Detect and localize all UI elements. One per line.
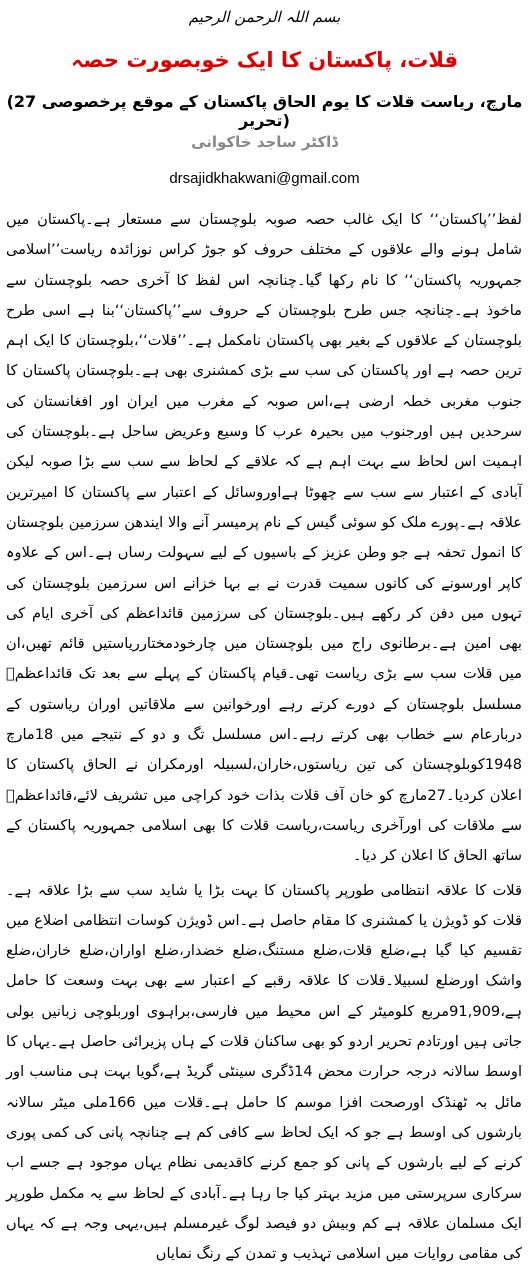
article-paragraph-2: قلات کا علاقہ انتظامی طورپر پاکستان کا بہت بڑا یا شاید سب سے بڑا علاقہ ہے۔قلات کو ڈویژن یا کمشنری کا مقام حاصل ہے۔اس ڈویژن کوسات انتظامی اضلاع میں تقسیم کیا گیا ہے،ضلع قلات،ضلع مستنگ،ضلع خضدار،ضلع اواران،ضلع خاران،ضلع واشک اورضلع لسبیلا۔قلات کا علاقہ رقبے کے اعتبار سے بھی بہت وسعت کا حامل ہے،91,909مربع کلومیٹر کے اس محیط میں فارسی،براہوی اوربلوچی زبانیں بولی جاتی ہیں اورتادم تحریر اردو کو بھی ساکنان قلات کے ہاں پزیرائی حاصل ہے۔یہاں کا اوسط سالانہ درجہ حرارت محض 14ڈگری سینٹی گریڈ ہے،گویا بہت ہی مناسب اور مائل بہ ٹھنڈک اورصحت افزا موسم کا حامل ہے۔قلات میں 166ملی میٹر سالانہ بارشوں کی اوسط ہے جو کہ ایک لحاظ سے کافی کم ہے چنانچہ پانی کی کمی پوری کرنے کے لیے بارشوں کے پانی کو جمع کرنے کاقدیمی نظام یہاں موجود ہے جسے اب سرکاری سرپرستی میں مزید بہتر کیا جا رہا ہے۔آبادی کے لحاظ سے یہ مکمل طورپر ایک مسلمان علاقہ ہے کم وبیش دو فیصد لوگ غیرمسلم ہیں،یہی وجہ ہے کہ یہاں کی مقامی روایات میں اسلامی تہذیب و تمدن کے رنگ نمایاں bbox=[6, 881, 522, 1263]
author-email: drsajidkhakwani@gmail.com bbox=[169, 170, 360, 187]
author-name: ڈاکٹر ساجد خاکوانی bbox=[191, 133, 338, 151]
article-title: قلات، پاکستان کا ایک خوبصورت حصہ bbox=[70, 48, 459, 72]
article-body bbox=[6, 205, 522, 1273]
article-subtitle: (27 مارچ، ریاست قلات کا یوم الحاق پاکستان کے موقع پرخصوصی تحریر) bbox=[6, 92, 523, 130]
bismillah-heading: بسم اللہ الرحمن الرحیم bbox=[188, 8, 341, 26]
article-paragraph-1: لفظ’’پاکستان‘‘ کا ایک غالب حصہ صوبہ بلوچستان سے مستعار ہے۔پاکستان میں شامل ہونے والے علاقوں کے مختلف حروف کو جوڑ کراس نوزائدہ ریاست’’اسلامی جمہوریہ پاکستان‘‘ کا نام رکھا گیا۔چنانچہ اس لفظ کا آخری حصہ بلوچستان سے ماخوذ ہے۔چنانچہ جس طرح بلوچستان کے حروف سے’’پاکستان‘‘بنا ہے اسی طرح بلوچستان کے علاقوں کے بغیر بھی پاکستان نامکمل ہے۔’’قلات‘‘،بلوچستان کا ایک اہم ترین حصہ ہے اور پاکستان کی سب سے بڑی کمشنری بھی ہے۔بلوچستان پاکستان کا جنوب مغربی خطہ ارضی ہے،اس صوبہ کے مغرب میں ایران اور افغانستان کی سرحدیں ہیں اورجنوب میں بحیرہ عرب کا وسیع وعریض ساحل ہے۔بلوچستان کی اہمیت اس لحاظ سے بہت اہم ہے کہ علاقے کے لحاظ سے سب سے بڑا صوبہ لیکن آبادی کے اعتبار سے سب سے چھوٹا ہےاوروسائل کے اعتبار سے پاکستان کا امیرترین علاقہ ہے۔پورے ملک کو سوئی گیس کے نام پرمیسر آنے والا ایندھن سرزمین بلوچستان کا انمول تحفہ ہے جو وطن عزیز کے باسیوں کے لیے سہولت رساں ہے۔اس کے علاوہ کاپر اورسونے کی کانوں سمیت قدرت نے بے بہا خزانے اس سرزمین بلوچستان کی تہوں میں دفن کر رکھے ہیں۔بلوچستان کی سرزمین قائداعظم کی آخری ایام کی بھی امین ہے۔برطانوی راج میں بلوچستان میں چارخودمختارریاستیں قائم تھیں،ان میں قلات سب سے بڑی ریاست تھی۔قیام پاکستان کے پہلے سے بعد تک قائداعظمؒ مسلسل بلوچستان کے دورے کرتے رہے اورخوانین سے ملاقاتیں اوران ریاستوں کے دربارعام سے خطاب بھی کرتے رہے۔اس مسلسل تگ و دو کے نتیجے میں 18مارچ 1948کوبلوچستان کی تین ریاستوں،خاران،لسبیلہ اورمکران نے الحاق پاکستان کا اعلان کردیا۔27مارچ کو خان آف قلات بذات خود کراچی میں تشریف لائے،قائداعظمؒ سے ملاقات کی اورآخری ریاست،ریاست قلات کا بھی اسلامی جمہوریہ پاکستان کے ساتھ الحاق کا اعلان کر دیا۔ bbox=[6, 211, 522, 865]
